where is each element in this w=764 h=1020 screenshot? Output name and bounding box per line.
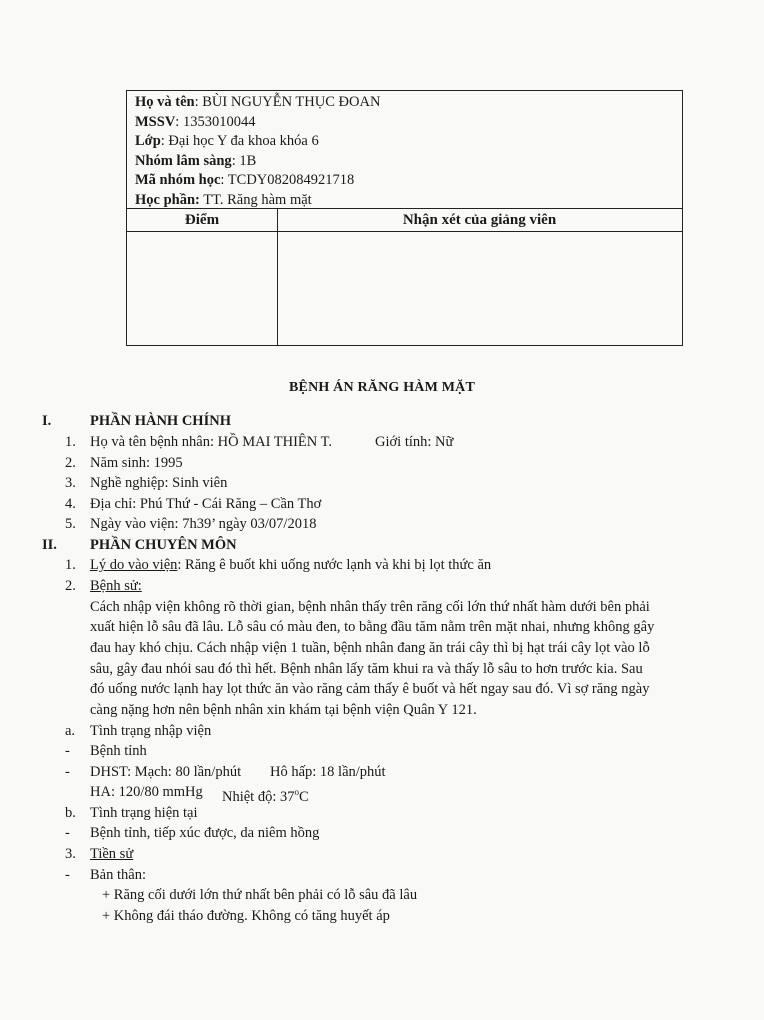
bullet-dash: - — [65, 867, 70, 883]
patient-gender: Giới tính: Nữ — [375, 434, 454, 450]
history-label: Bệnh sử: — [90, 578, 142, 594]
history-line: đó uống nước lạnh hay lọt thức ăn vào răng cảm thấy ê buốt và hết ngay sau đó. Vì sợ răng ngày — [90, 681, 650, 697]
list-number: 2. — [65, 578, 76, 594]
bullet-dash: - — [65, 764, 70, 780]
student-info — [135, 93, 674, 210]
current-status-detail: Bệnh tỉnh, tiếp xúc được, da niêm hồng — [90, 825, 320, 841]
history-line: càng nặng hơn nên bệnh nhân xin khám tại bệnh viện Quân Y 121. — [90, 702, 477, 718]
vital-temperature: Nhiệt độ: 37$^o$C — [222, 787, 309, 805]
student-name-row: Họ và tên: BÙI NGUYỄN THỤC ĐOAN — [135, 94, 381, 110]
list-number: 1. — [65, 557, 76, 573]
personal-history-item: + Không đái tháo đường. Không có tăng huyết áp — [102, 908, 390, 924]
section-1-heading: PHẦN HÀNH CHÍNH — [90, 413, 231, 429]
student-id-row: MSSV: 1353010044 — [135, 113, 256, 130]
past-history-label: Tiền sử — [90, 846, 134, 862]
consciousness-status: Bệnh tỉnh — [90, 743, 147, 759]
list-number: 2. — [65, 455, 76, 471]
grade-column-header: Điểm — [184, 212, 220, 228]
list-letter: a. — [65, 723, 76, 739]
student-info-table — [126, 90, 683, 346]
section-2-heading: PHẦN CHUYÊN MÔN — [90, 537, 237, 553]
history-line: Cách nhập viện không rõ thời gian, bệnh nhân thấy trên răng cối lớn thứ nhất hàm dưới bên phải — [90, 599, 650, 615]
vital-blood-pressure: HA: 120/80 mmHg — [90, 784, 203, 800]
history-line: sâu, gây đau nhói sau đó thì hết. Bệnh nhân lấy tăm khui ra và thấy lỗ sâu to hơn trước kia. Sau — [90, 661, 643, 677]
birth-year: Năm sinh: 1995 — [90, 455, 183, 471]
list-number: 1. — [65, 434, 76, 450]
vital-pulse: DHST: Mạch: 80 lần/phút — [90, 764, 242, 780]
document-title: BỆNH ÁN RĂNG HÀM MẶT — [289, 380, 475, 395]
section-2-number: II. — [42, 537, 57, 553]
study-group-code-row: Mã nhóm học: TCDY082084921718 — [135, 172, 355, 188]
course-row: Học phần: TT. Răng hàm mặt — [135, 191, 312, 208]
grade-table-divider — [277, 208, 278, 345]
list-number: 5. — [65, 516, 76, 532]
admission-date: Ngày vào viện: 7h39’ ngày 03/07/2018 — [90, 516, 317, 532]
list-letter: b. — [65, 805, 76, 821]
history-line: đau hay khó chịu. Cách nhập viện 1 tuần, bệnh nhân đang ăn trái cây thì bị hạt trái cây lọt vào lỗ — [90, 640, 650, 656]
patient-name: Họ và tên bệnh nhân: HỒ MAI THIÊN T. — [90, 434, 333, 450]
admission-status: Tình trạng nhập viện — [90, 723, 212, 739]
section-1-number: I. — [42, 413, 52, 429]
bullet-dash: - — [65, 825, 70, 841]
occupation: Nghề nghiệp: Sinh viên — [90, 475, 228, 491]
admission-reason: Lý do vào viện: Răng ê buốt khi uống nước lạnh và khi bị lọt thức ăn — [90, 557, 492, 573]
clinical-group-row: Nhóm lâm sàng: 1B — [135, 152, 257, 169]
history-line: xuất hiện lỗ sâu đã lâu. Lỗ sâu có màu đen, to bằng đầu tăm nằm trên mặt nhai, nhưng không gây — [90, 619, 655, 635]
student-class-row: Lớp: Đại học Y đa khoa khóa 6 — [135, 133, 319, 149]
personal-history-label: Bản thân: — [90, 867, 146, 883]
address: Địa chỉ: Phú Thứ - Cái Răng – Cần Thơ — [90, 496, 322, 512]
vital-respiration: Hô hấp: 18 lần/phút — [270, 764, 386, 780]
current-status: Tình trạng hiện tại — [90, 805, 198, 821]
list-number: 4. — [65, 496, 76, 512]
grade-table-header — [127, 208, 682, 232]
comment-column-header: Nhận xét của giảng viên — [402, 212, 557, 228]
bullet-dash: - — [65, 743, 70, 759]
personal-history-item: + Răng cối dưới lớn thứ nhất bên phải có lỗ sâu đã lâu — [102, 887, 418, 903]
list-number: 3. — [65, 475, 76, 491]
list-number: 3. — [65, 846, 76, 862]
